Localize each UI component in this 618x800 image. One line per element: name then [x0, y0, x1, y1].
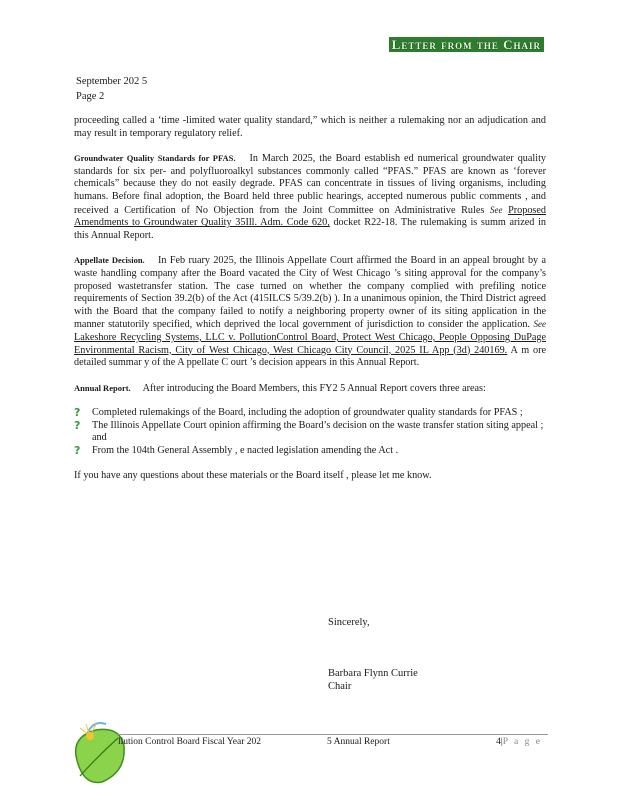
- pfas-text-end: docket R22-18. The rulemaking is summ arized in this Annual Report.: [74, 217, 547, 241]
- intro-paragraph: proceeding called a ‘time -limited water quality standard,” which is neither a rulemaking nor an adjudication and may result in temporary regulatory relief.: [74, 115, 546, 139]
- pfas-see: See: [489, 204, 503, 215]
- closing-paragraph: If you have any questions about these materials or the Board itself , please let me know.: [74, 469, 432, 481]
- pfas-paragraph: [74, 152, 546, 242]
- annual-report-paragraph: [74, 382, 546, 396]
- footer-publication: llution Control Board Fiscal Year 202 5 Annual Report: [118, 737, 390, 747]
- bullet-icon: ?: [74, 406, 81, 420]
- annual-text: After introducing the Board Members, this FY2 5 Annual Report covers three areas:: [142, 382, 486, 394]
- pfas-text: In March 2025, the Board establish ed numerical groundwater quality standards for six per- and polyfluoroalkyl substances commonly called “PFAS.” PFAS are known as ‘forever chemicals” because they do not easily degrade. PFAS can concentrate in tissues of living organisms, including humans. Before final adoption, the Board held three public hearings, accepted numerous public comments , and received a Certification of No Objection from the Joint Committee on Administrative Rules: [74, 153, 546, 216]
- pfas-runin-heading: Groundwater Quality Standards for PFAS.: [74, 153, 236, 164]
- signature-block: [328, 617, 418, 693]
- annual-runin-heading: Annual Report.: [74, 382, 131, 393]
- pfas-link[interactable]: Proposed Amendments to Groundwater Quality 35Ill. Adm. Code 620,: [74, 204, 546, 229]
- list-item: ? The Illinois Appellate Court opinion affirming the Board’s decision on the waste transfer station siting appeal ; and: [74, 418, 544, 444]
- footer-page-number: 4|P a g e: [496, 737, 542, 747]
- letter-date: September 202 5: [76, 76, 148, 87]
- bullet-icon: ?: [74, 444, 81, 458]
- bullet-icon: ?: [74, 418, 81, 432]
- page-header-title: Letter from the Chair: [389, 37, 544, 53]
- appellate-paragraph: [74, 254, 546, 369]
- appellate-see: See: [533, 319, 547, 330]
- areas-list: [74, 407, 546, 457]
- appellate-case-link[interactable]: Lakeshore Recycling Systems, LLC v. PollutionControl Board, Protect West Chicago, People Opposing DuPage Environmental Racism, City of West Chicago, West Chicago City Council, 2025 IL App (3d) 240169.: [74, 331, 546, 356]
- footer-divider: [118, 734, 548, 735]
- signer-name: Barbara Flynn Currie: [328, 667, 418, 679]
- appellate-runin-heading: Appellate Decision.: [74, 255, 145, 266]
- closing-salutation: Sincerely,: [328, 617, 370, 628]
- board-logo-icon: [68, 716, 128, 786]
- list-item: ? From the 104th General Assembly , e nacted legislation amending the Act .: [74, 444, 399, 458]
- letter-page-label: Page 2: [76, 91, 105, 102]
- signer-title: Chair: [328, 680, 352, 692]
- letter-body: [74, 115, 546, 494]
- appellate-text-end: A m ore detailed summar y of the A ppellate C ourt ’s decision appears in this Annual Report.: [74, 344, 546, 369]
- date-block: [76, 74, 147, 104]
- appellate-text: In Feb ruary 2025, the Illinois Appellate Court affirmed the Board in an appeal brought by a waste handling company after the Board vacated the City of West Chicago ’s siting approval for the company’s proposed wastetransfer station. The case turned on whether the company complied with prefiling notice requirements of Section 39.2(b) of the Act (415ILCS 5/39.2(b) ). In a unanimous opinion, the Third District agreed with the Board that the company failed to notify a neighboring property owner of its siting application in the manner statutorily specified, which deprived the local government of jurisdiction to consider the application.: [74, 255, 546, 331]
- list-item: ? Completed rulemakings of the Board, including the adoption of groundwater quality standards for PFAS ;: [74, 406, 523, 420]
